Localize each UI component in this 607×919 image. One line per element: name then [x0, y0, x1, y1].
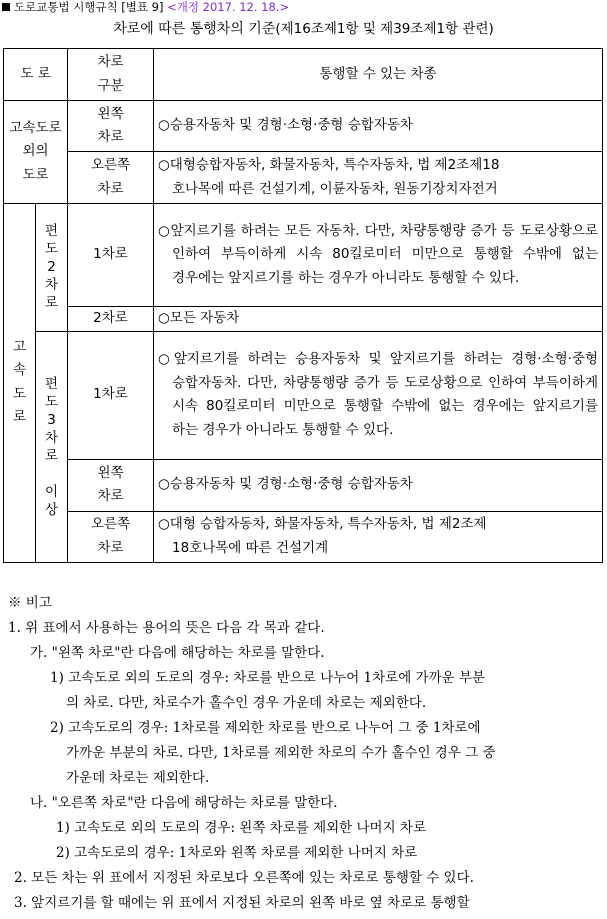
lane-label: 왼쪽 차로: [68, 101, 154, 152]
header-road: 도 로: [4, 49, 68, 101]
lane-label: 1차로: [68, 204, 154, 307]
page-title: [0, 20, 607, 38]
remark-line: 2. 모든 차는 위 표에서 지정된 차로보다 오른쪽에 있는 차로로 통행할 수 있다.: [14, 870, 474, 886]
expressway-label: 고 속 도 로: [4, 204, 36, 563]
remarks-heading: ※ 비고: [8, 595, 52, 611]
header-row: [4, 49, 603, 101]
document-header: [2, 0, 289, 14]
header-prefix: 도로교통법 시행규칙 [별표 9]: [14, 0, 164, 14]
vehicle-rule: ○대형승합자동차, 화물자동차, 특수자동차, 법 제2조제18 호나목에 따른 건설기계, 이륜자동차, 원동기장치자전거: [154, 152, 603, 204]
table-row: [4, 204, 603, 307]
header-vehicles: 통행할 수 있는 차종: [154, 49, 603, 101]
remark-line: 의 차로. 다만, 차로수가 홀수인 경우 가운데 차로는 제외한다.: [66, 695, 427, 711]
lane-label: 왼쪽 차로: [68, 459, 154, 511]
vehicle-rule: ○앞지르기를 하려는 모든 자동차. 다만, 차량통행량 증가 등 도로상황으로 인하여 부득이하게 시속 80킬로미터 미만으로 통행할 수밖에 없는 경우에는 앞지르기를 하는 경우가 아니라도 통행할 수 있다.: [154, 204, 603, 307]
remark-line: 가까운 부분의 차로. 다만, 1차로를 제외한 차로의 수가 홀수인 경우 그 중: [66, 745, 496, 761]
vehicle-rule: ○대형 승합자동차, 화물자동차, 특수자동차, 법 제2조제 18호나목에 따른 건설기계: [154, 511, 603, 562]
remark-line: 1) 고속도로 외의 도로의 경우: 왼쪽 차로를 제외한 나머지 차로: [56, 820, 427, 836]
remark-line: 가운데 차로는 제외한다.: [66, 770, 210, 786]
lane-label: 오른쪽 차로: [68, 152, 154, 204]
lane-label: 오른쪽 차로: [68, 511, 154, 562]
vehicle-rule: ○승용자동차 및 경형·소형·중형 승합자동차: [154, 459, 603, 511]
three-lane-label: 편 도 3 차 로 이 상: [36, 331, 68, 562]
vehicle-rule: ○승용자동차 및 경형·소형·중형 승합자동차: [154, 101, 603, 152]
remark-line: 가. "왼쪽 차로"란 다음에 해당하는 차로를 말한다.: [30, 645, 325, 661]
table-row: [4, 152, 603, 204]
general-road-label: 고속도로 외의 도로: [4, 101, 68, 204]
lane-label: 1차로: [68, 331, 154, 459]
table-row: [4, 459, 603, 511]
remark-line: 나. "오른쪽 차로"란 다음에 해당하는 차로를 말한다.: [30, 795, 338, 811]
revision-link[interactable]: <개정 2017. 12. 18.>: [167, 0, 290, 14]
square-bullet-icon: [2, 3, 10, 11]
vehicle-rule: ○앞지르기를 하려는 승용자동차 및 앞지르기를 하려는 경형·소형·중형 승합자동차. 다만, 차량통행량 증가 등 도로상황으로 인하여 부득이하게 시속 80킬로미터 미만으로 통행할 수밖에 없는 경우에는 앞지르기를 하는 경우가 아니라도 통행할 수 있다.: [154, 331, 603, 459]
remark-line: 3. 앞지르기를 할 때에는 위 표에서 지정된 차로의 왼쪽 바로 옆 차로로 통행할: [14, 895, 470, 911]
table-row: [4, 511, 603, 562]
title-sub: (제16조제1항 및 제39조제1항 관련): [275, 21, 494, 37]
remark-line: 2) 고속도로의 경우: 1차로를 제외한 차로를 반으로 나누어 그 중 1차로에: [50, 720, 481, 736]
vehicle-rule: ○모든 자동차: [154, 307, 603, 332]
title-main: 차로에 따른 통행차의 기준: [113, 21, 276, 37]
table-row: [4, 331, 603, 459]
lane-label: 2차로: [68, 307, 154, 332]
remark-line: 1. 위 표에서 사용하는 용어의 뜻은 다음 각 목과 같다.: [8, 620, 325, 636]
two-lane-label: 편 도 2 차 로: [36, 204, 68, 332]
lane-rules-table: [3, 48, 603, 563]
header-lane: 차로 구분: [68, 49, 154, 101]
table-row: [4, 101, 603, 152]
remark-line: 2) 고속도로의 경우: 1차로와 왼쪽 차로를 제외한 나머지 차로: [56, 845, 418, 861]
table-row: [4, 307, 603, 332]
remark-line: 1) 고속도로 외의 도로의 경우: 차로를 반으로 나누어 1차로에 가까운 부분: [50, 670, 486, 686]
